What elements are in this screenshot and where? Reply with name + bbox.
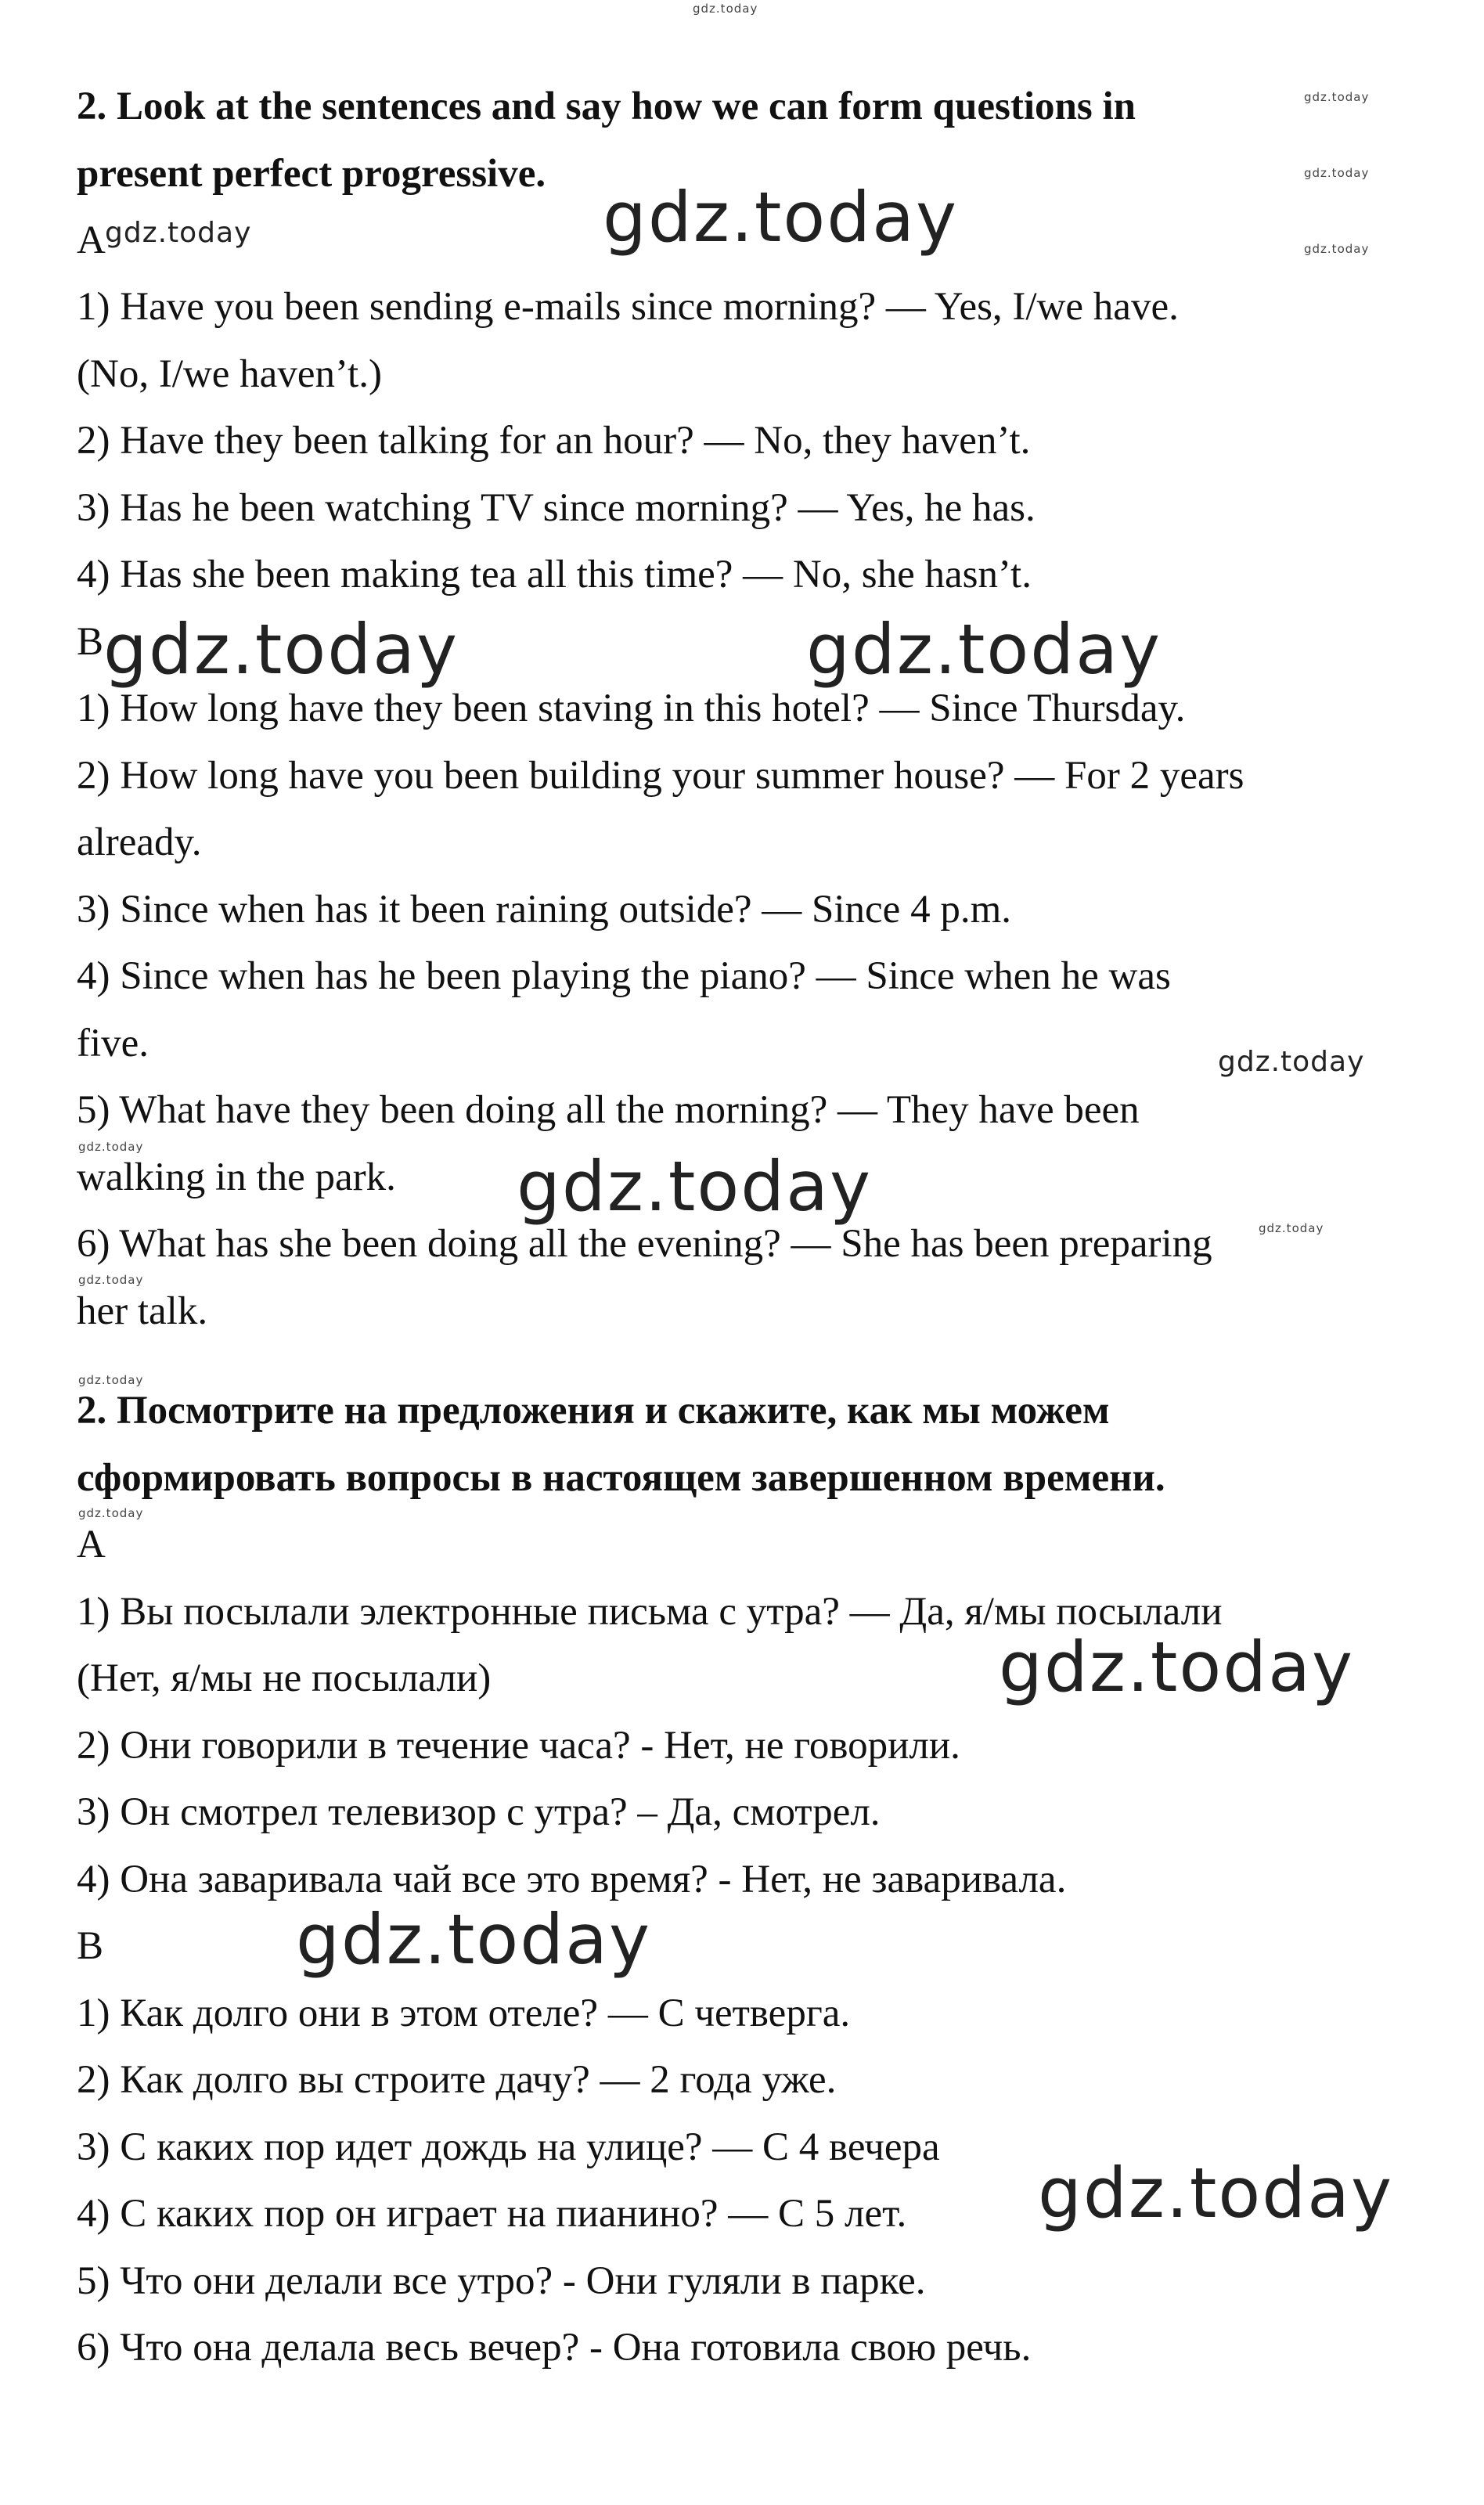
russian-b-line-5: 5) Что они делали все утро? - Они гуляли в парке. bbox=[77, 2259, 926, 2303]
english-b-line-7: 5) What have they been doing all the morning? — They have been bbox=[77, 1088, 1140, 1132]
russian-heading-line-1: 2. Посмотрите на предложения и скажите, как мы можем bbox=[77, 1389, 1110, 1433]
english-a-line-3: 2) Have they been talking for an hour? — No, they haven’t. bbox=[77, 419, 1031, 463]
russian-section-b-label: B bbox=[77, 1924, 104, 1968]
russian-b-line-6: 6) Что она делала весь вечер? - Она готовила свою речь. bbox=[77, 2326, 1032, 2370]
watermark-small: gdz.today bbox=[78, 1140, 144, 1154]
russian-b-line-3: 3) С каких пор идет дождь на улице? — С 4 вечера bbox=[77, 2125, 940, 2169]
watermark-large: gdz.today bbox=[1038, 2153, 1394, 2233]
watermark-large: gdz.today bbox=[517, 1146, 873, 1227]
russian-section-a-label: A bbox=[77, 1523, 106, 1566]
watermark-small: gdz.today bbox=[78, 1506, 144, 1520]
russian-b-line-2: 2) Как долго вы строите дачу? — 2 года уже. bbox=[77, 2058, 837, 2102]
english-b-line-8: walking in the park. bbox=[77, 1155, 396, 1199]
watermark-small: gdz.today bbox=[1304, 242, 1370, 256]
english-a-line-5: 4) Has she been making tea all this time? — No, she hasn’t. bbox=[77, 553, 1032, 597]
english-b-line-10: her talk. bbox=[77, 1289, 208, 1333]
watermark-small: gdz.today bbox=[78, 1273, 144, 1287]
english-a-line-2: (No, I/we haven’t.) bbox=[77, 352, 382, 396]
watermark-medium: gdz.today bbox=[105, 217, 252, 249]
russian-a-line-2: (Нет, я/мы не посылали) bbox=[77, 1656, 492, 1700]
watermark-large: gdz.today bbox=[806, 609, 1162, 690]
english-heading-line-2: present perfect progressive. bbox=[77, 152, 546, 196]
watermark-large: gdz.today bbox=[296, 1899, 652, 1980]
english-b-line-3: already. bbox=[77, 820, 202, 864]
russian-b-line-1: 1) Как долго они в этом отеле? — С четверга. bbox=[77, 1991, 851, 2035]
watermark-large: gdz.today bbox=[999, 1627, 1355, 1707]
watermark-small: gdz.today bbox=[1304, 90, 1370, 104]
english-b-line-1: 1) How long have they been staving in this hotel? — Since Thursday. bbox=[77, 687, 1186, 730]
watermark-small: gdz.today bbox=[1259, 1221, 1324, 1235]
watermark-large: gdz.today bbox=[103, 609, 459, 690]
watermark-small: gdz.today bbox=[1304, 166, 1370, 180]
russian-b-line-4: 4) С каких пор он играет на пианино? — С 5 лет. bbox=[77, 2192, 907, 2236]
english-b-line-9: 6) What has she been doing all the evening? — She has been preparing bbox=[77, 1222, 1212, 1266]
russian-heading-line-2: сформировать вопросы в настоящем завершенном времени. bbox=[77, 1456, 1165, 1500]
watermark-medium: gdz.today bbox=[1218, 1046, 1365, 1078]
english-b-line-2: 2) How long have you been building your summer house? — For 2 years bbox=[77, 754, 1244, 798]
russian-a-line-3: 2) Они говорили в течение часа? - Нет, не говорили. bbox=[77, 1724, 960, 1768]
english-section-b-label: B bbox=[77, 620, 104, 664]
russian-a-line-4: 3) Он смотрел телевизор с утра? – Да, смотрел. bbox=[77, 1790, 881, 1834]
english-b-line-4: 3) Since when has it been raining outside? — Since 4 p.m. bbox=[77, 888, 1011, 932]
watermark-top: gdz.today bbox=[693, 2, 758, 16]
english-b-line-5: 4) Since when has he been playing the piano? — Since when he was bbox=[77, 954, 1171, 998]
watermark-small: gdz.today bbox=[78, 1373, 144, 1387]
russian-a-line-1: 1) Вы посылали электронные письма с утра? — Да, я/мы посылали bbox=[77, 1590, 1223, 1634]
english-a-line-4: 3) Has he been watching TV since morning? — Yes, he has. bbox=[77, 486, 1036, 530]
english-heading-line-1: 2. Look at the sentences and say how we can form questions in bbox=[77, 85, 1136, 128]
watermark-large: gdz.today bbox=[603, 177, 959, 258]
english-a-line-1: 1) Have you been sending e-mails since morning? — Yes, I/we have. bbox=[77, 285, 1179, 329]
english-b-line-6: five. bbox=[77, 1022, 149, 1065]
english-section-a-label: A bbox=[77, 218, 106, 262]
russian-a-line-5: 4) Она заваривала чай все это время? - Нет, не заваривала. bbox=[77, 1858, 1067, 1901]
